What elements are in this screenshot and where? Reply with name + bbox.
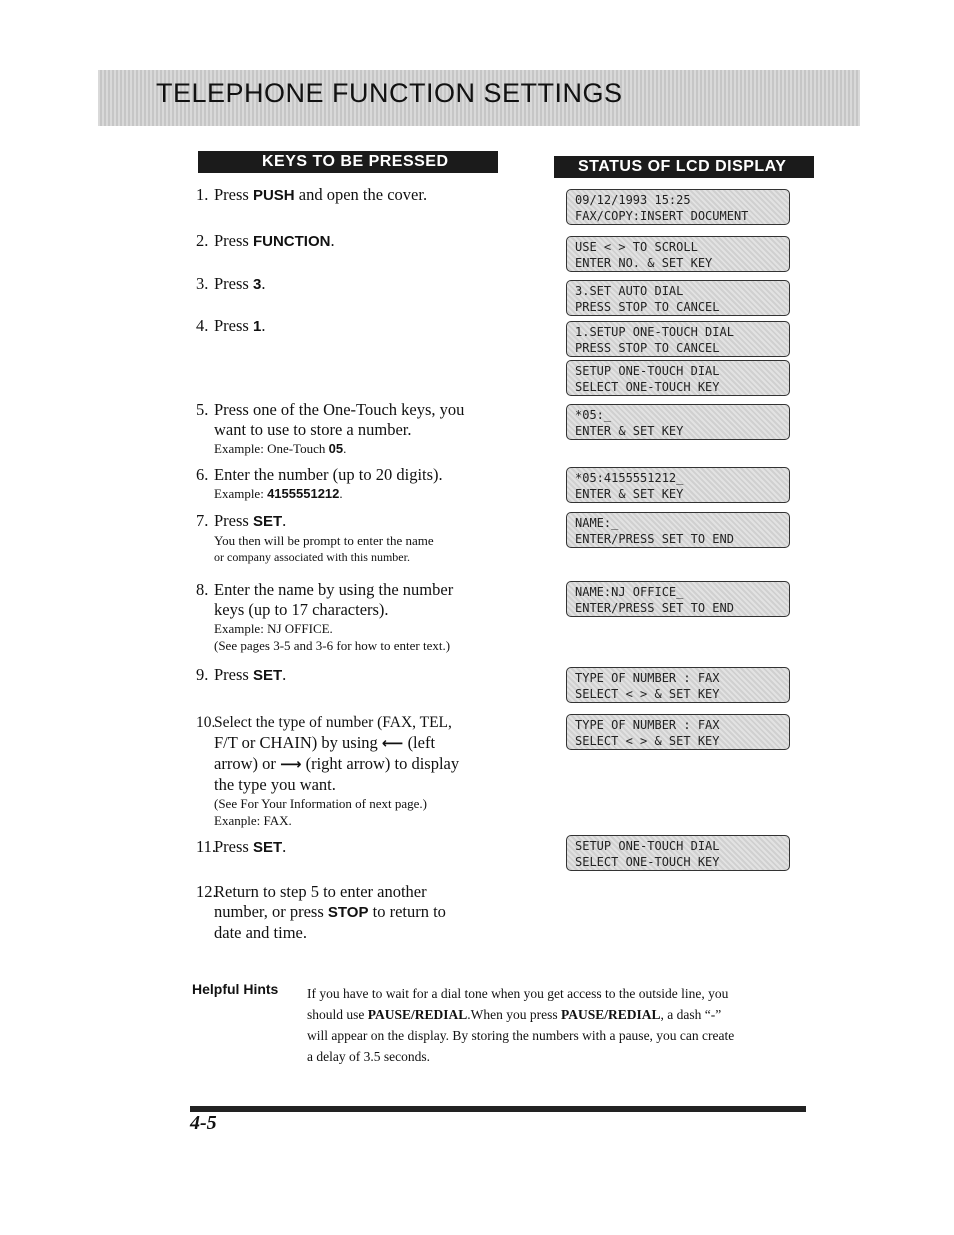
- footer-rule: [190, 1106, 806, 1112]
- lcd-display-6: *05:_ ENTER & SET KEY: [566, 404, 790, 440]
- helpful-hints-label: Helpful Hints: [192, 981, 279, 997]
- lcd-display-2: USE < > TO SCROLL ENTER NO. & SET KEY: [566, 236, 790, 272]
- step-7: 7. Press SET. You then will be prompt to enter the name or company associated with this number.: [196, 511, 434, 564]
- right-arrow-icon: ⟶: [279, 756, 302, 773]
- step-3: 3. Press 3.: [196, 274, 266, 293]
- lcd-display-5: SETUP ONE-TOUCH DIAL SELECT ONE-TOUCH KEY: [566, 360, 790, 396]
- keys-column-heading: KEYS TO BE PRESSED: [198, 151, 498, 173]
- step-10: 10.Select the type of number (FAX, TEL, F/T or CHAIN) by using ⟵ (left arrow) or ⟶ (right arrow) to display the type you want. (See For Your Information of next page.) Exanple: FAX.: [196, 714, 460, 828]
- step-5-example: Example: One-Touch 05.: [214, 441, 347, 456]
- lcd-display-10: TYPE OF NUMBER : FAX SELECT < > & SET KEY: [566, 667, 790, 703]
- lcd-display-1: 09/12/1993 15:25 FAX/COPY:INSERT DOCUMENT: [566, 189, 790, 225]
- lcd-display-7: *05:4155551212_ ENTER & SET KEY: [566, 467, 790, 503]
- step-2: 2. Press FUNCTION.: [196, 231, 335, 250]
- step-9: 9. Press SET.: [196, 665, 287, 684]
- step-8: 8. Enter the name by using the number keys (up to 17 characters). Example: NJ OFFICE. (See pages 3-5 and 3-6 for how to enter text.): [196, 580, 454, 653]
- helpful-hints-text: If you have to wait for a dial tone when you get access to the outside line, you should use PAUSE/REDIAL.When you press PAUSE/REDIAL, a dash “-” will appear on the display. By storing the numbers with a pause, you can create a delay of 3.5 seconds.: [307, 986, 735, 1064]
- lcd-column-heading: STATUS OF LCD DISPLAY: [554, 156, 814, 178]
- left-arrow-icon: ⟵: [381, 735, 404, 752]
- step-6: 6. Enter the number (up to 20 digits). Example: 4155551212.: [196, 465, 496, 502]
- step-11: 11.Press SET.: [196, 837, 287, 856]
- step-1: 1. Press PUSH and open the cover.: [196, 185, 428, 204]
- lcd-display-11: TYPE OF NUMBER : FAX SELECT < > & SET KEY: [566, 714, 790, 750]
- step-4: 4. Press 1.: [196, 316, 266, 335]
- step-12: 12.Return to step 5 to enter another number, or press STOP to return to date and time.: [196, 882, 446, 942]
- step-5: 5. Press one of the One-Touch keys, you want to use to store a number. Example: One-Touch 05.: [196, 400, 496, 457]
- lcd-display-9: NAME:NJ OFFICE_ ENTER/PRESS SET TO END: [566, 581, 790, 617]
- lcd-display-12: SETUP ONE-TOUCH DIAL SELECT ONE-TOUCH KEY: [566, 835, 790, 871]
- page-number: 4-5: [190, 1112, 217, 1134]
- page-title: TELEPHONE FUNCTION SETTINGS: [156, 78, 623, 108]
- lcd-display-4: 1.SETUP ONE-TOUCH DIAL PRESS STOP TO CANCEL: [566, 321, 790, 357]
- lcd-display-8: NAME:_ ENTER/PRESS SET TO END: [566, 512, 790, 548]
- title-band: [98, 70, 860, 126]
- lcd-display-3: 3.SET AUTO DIAL PRESS STOP TO CANCEL: [566, 280, 790, 316]
- step-6-example: Example: 4155551212.: [214, 486, 343, 501]
